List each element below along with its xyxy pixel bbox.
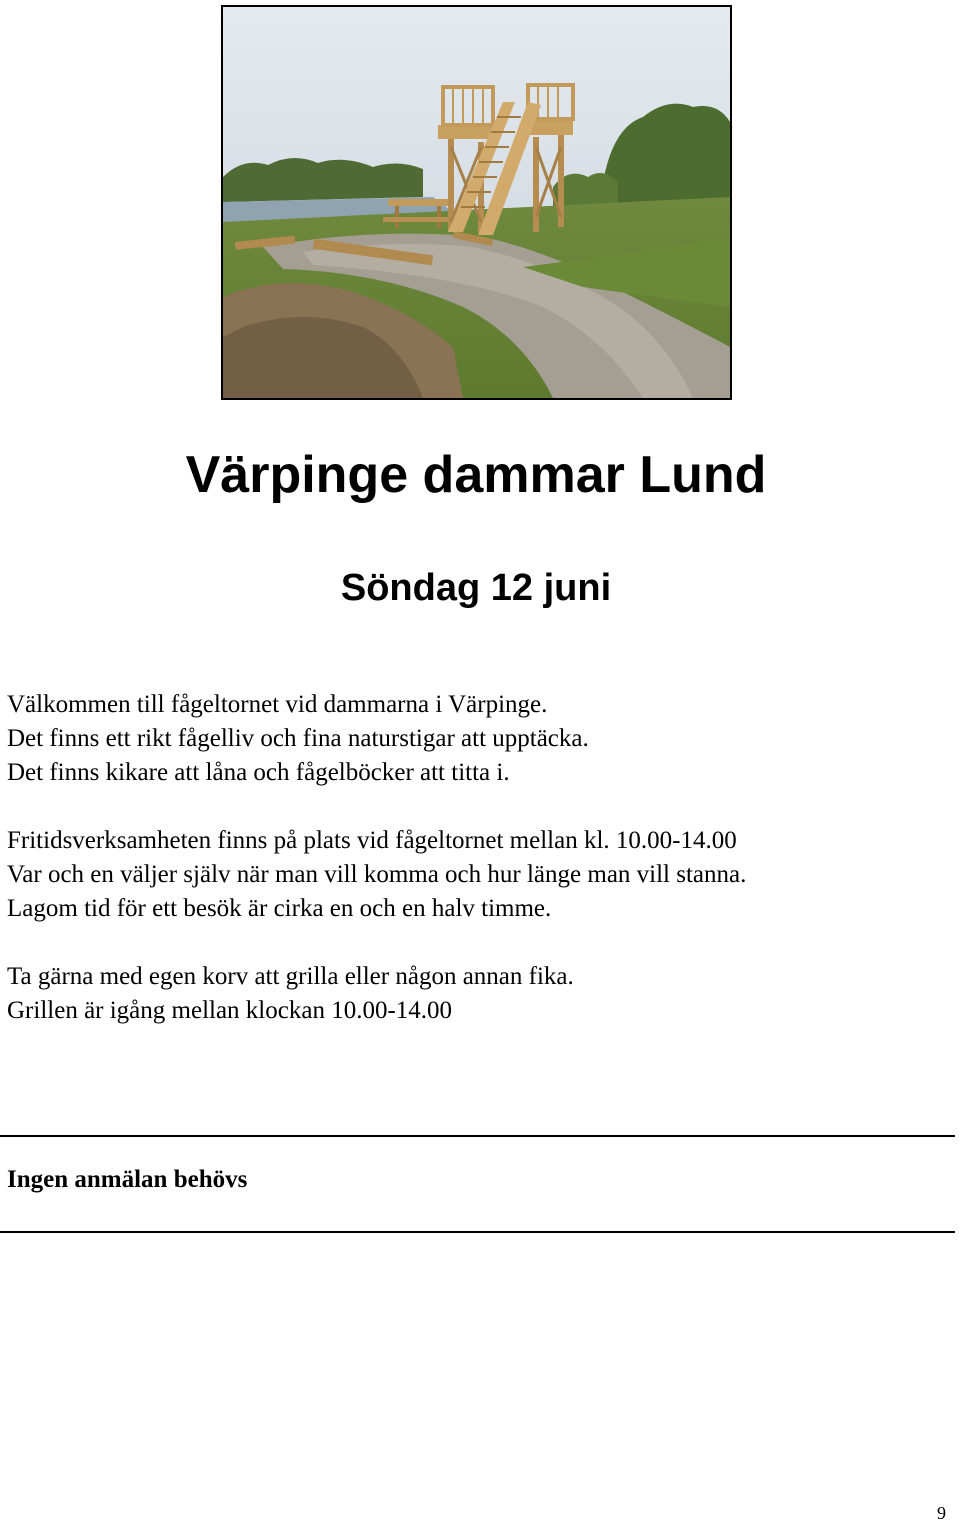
paragraph-line: Ta gärna med egen korv att grilla eller någon annan fika.	[7, 963, 574, 990]
divider-top	[0, 1135, 955, 1137]
bird-tower-photo	[221, 5, 732, 400]
event-date: Söndag 12 juni	[340, 567, 612, 609]
welcome-paragraph	[7, 688, 589, 790]
paragraph-line: Lagom tid för ett besök är cirka en och en halv timme.	[7, 895, 552, 922]
grill-paragraph	[7, 960, 574, 1028]
paragraph-line: Det finns kikare att låna och fågelböcker att titta i.	[7, 759, 510, 786]
paragraph-line: Var och en väljer själv när man vill komma och hur länge man vill stanna.	[7, 861, 747, 888]
divider-bottom	[0, 1231, 955, 1233]
paragraph-line: Det finns ett rikt fågelliv och fina naturstigar att upptäcka.	[7, 725, 589, 752]
paragraph-line: Grillen är igång mellan klockan 10.00-14.00	[7, 997, 453, 1024]
page-number: 9	[937, 1503, 946, 1523]
schedule-paragraph	[7, 824, 746, 926]
registration-note: Ingen anmälan behövs	[7, 1166, 248, 1193]
bird-tower-illustration	[223, 7, 730, 398]
paragraph-line: Välkommen till fågeltornet vid dammarna i Värpinge.	[7, 691, 548, 718]
page-title: Värpinge dammar Lund	[185, 446, 767, 504]
paragraph-line: Fritidsverksamheten finns på plats vid fågeltornet mellan kl. 10.00-14.00	[7, 827, 737, 854]
